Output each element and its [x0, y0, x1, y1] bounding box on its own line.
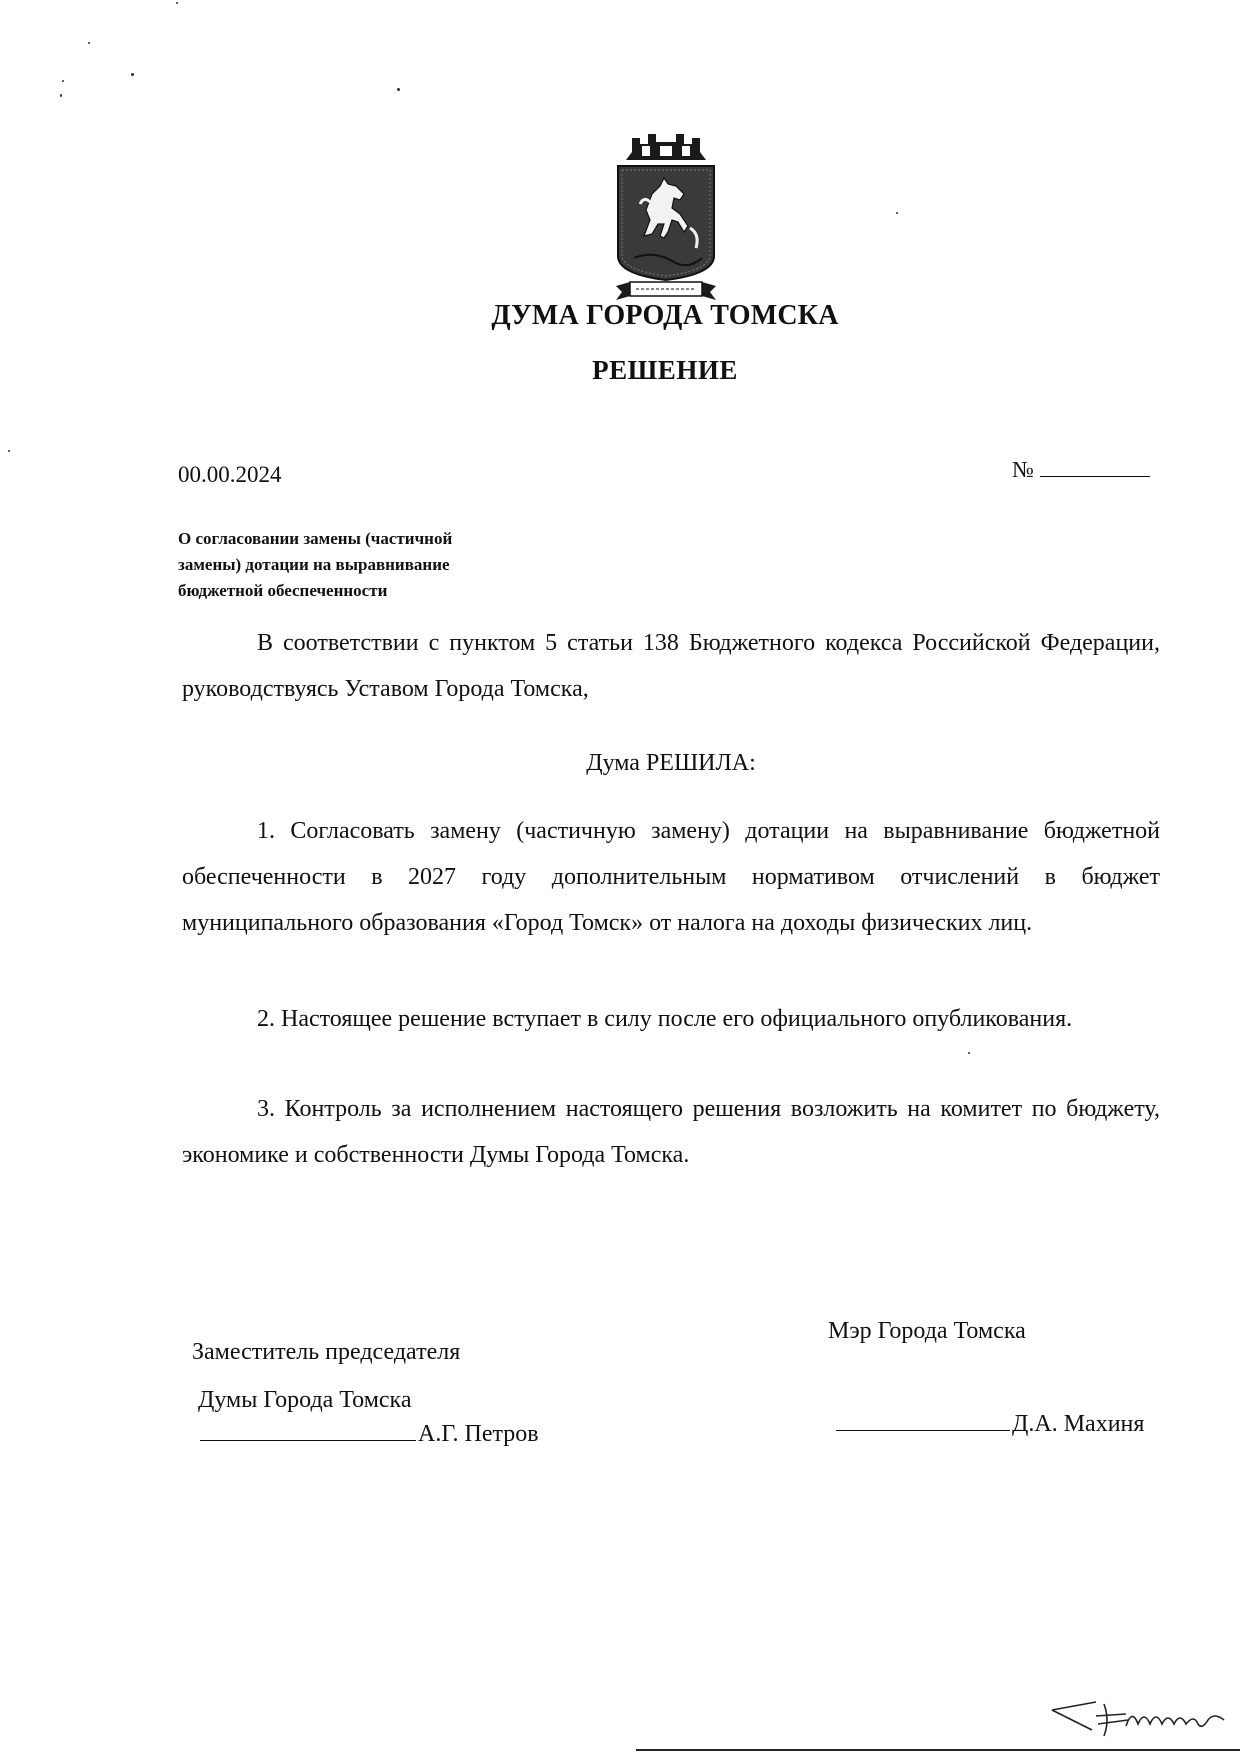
signature-blank-line	[200, 1418, 416, 1441]
role-line: Думы Города Томска	[198, 1387, 412, 1413]
number-label: №	[1012, 457, 1034, 482]
bottom-edge-line	[636, 1749, 1240, 1751]
preamble-paragraph: В соответствии с пунктом 5 статьи 138 Бюджетного кодекса Российской Федерации, руководствуясь Уставом Города Томска,	[182, 630, 1160, 702]
number-blank-line	[1040, 456, 1150, 477]
resolution-item: 3. Контроль за исполнением настоящего решения возложить на комитет по бюджету, экономике и собственности Думы Города Томска.	[182, 1096, 1160, 1168]
document-date: 00.00.2024	[178, 462, 282, 487]
right-signatory-name-line	[836, 1408, 1144, 1438]
subject-line: замены) дотации на выравнивание	[178, 555, 450, 574]
role-line: Заместитель председателя	[192, 1339, 461, 1365]
right-signatory-name: Д.А. Махиня	[1012, 1411, 1145, 1437]
subject-line: О согласовании замены (частичной	[178, 529, 453, 548]
resolution-item: 1. Согласовать замену (частичную замену) дотации на выравнивание бюджетной обеспеченности в 2027 году дополнительным нормативом отчислений в бюджет муниципального образования «Город Томск» от налога на доходы физических лиц.	[182, 818, 1160, 936]
signature-blank-line	[836, 1408, 1010, 1431]
document-number	[1012, 456, 1150, 483]
organization-title: ДУМА ГОРОДА ТОМСКА	[491, 300, 839, 331]
document-subject	[178, 526, 568, 604]
document-type: РЕШЕНИЕ	[592, 355, 738, 385]
resolution-item: 2. Настоящее решение вступает в силу после его официального опубликования.	[257, 1006, 1073, 1032]
left-signatory-role	[192, 1328, 460, 1424]
right-signatory-role: Мэр Города Томска	[828, 1318, 1026, 1344]
handwritten-initials-icon	[1048, 1690, 1233, 1742]
left-signatory-name-line	[200, 1418, 539, 1448]
resolved-heading: Дума РЕШИЛА:	[586, 750, 756, 776]
coat-of-arms-icon	[614, 124, 718, 304]
subject-line: бюджетной обеспеченности	[178, 581, 388, 600]
left-signatory-name: А.Г. Петров	[418, 1421, 539, 1447]
